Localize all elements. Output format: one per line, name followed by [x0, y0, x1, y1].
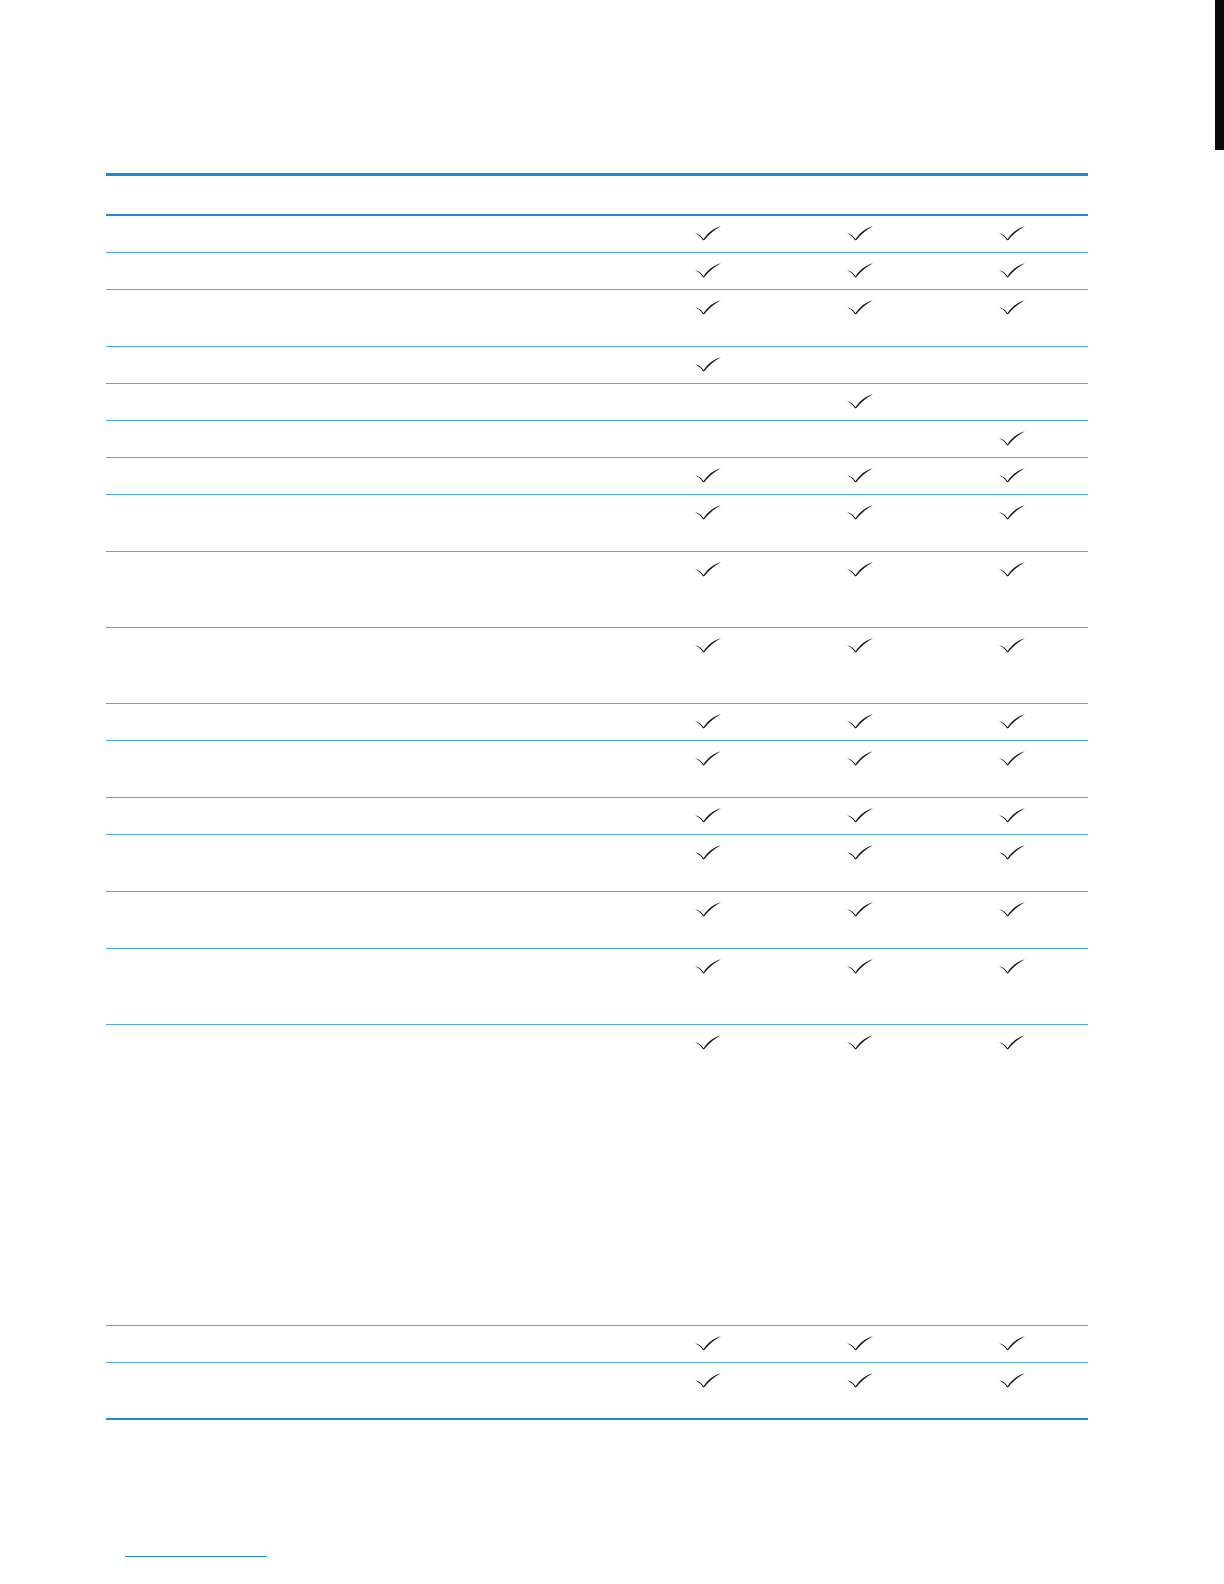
table-row [106, 495, 1088, 552]
checkmark-icon [998, 637, 1026, 653]
checkmark-icon [998, 958, 1026, 974]
table-row [106, 949, 1088, 1025]
checkmark-icon [846, 1372, 874, 1388]
checkmark-icon [998, 262, 1026, 278]
table-body [106, 216, 1088, 1420]
checkmark-icon [998, 430, 1026, 446]
checkmark-icon [998, 299, 1026, 315]
table-row [106, 552, 1088, 628]
checkmark-icon [694, 958, 722, 974]
table-row [106, 892, 1088, 949]
checkmark-icon [694, 844, 722, 860]
checkmark-icon [998, 1372, 1026, 1388]
checkmark-icon [694, 262, 722, 278]
table-row [106, 421, 1088, 458]
checkmark-icon [846, 299, 874, 315]
table-row [106, 835, 1088, 892]
table-row [106, 704, 1088, 741]
checkmark-icon [694, 637, 722, 653]
checkmark-icon [846, 713, 874, 729]
table-row [106, 216, 1088, 253]
checkmark-icon [694, 467, 722, 483]
table-row [106, 384, 1088, 421]
checkmark-icon [998, 807, 1026, 823]
checkmark-icon [846, 225, 874, 241]
checkmark-icon [694, 225, 722, 241]
checkmark-icon [694, 299, 722, 315]
checkmark-icon [694, 750, 722, 766]
checkmark-icon [846, 393, 874, 409]
checkmark-icon [846, 1335, 874, 1351]
checkmark-icon [998, 713, 1026, 729]
table-row [106, 1025, 1088, 1326]
checkmark-icon [846, 901, 874, 917]
checkmark-icon [998, 750, 1026, 766]
checkmark-icon [694, 1335, 722, 1351]
checkmark-icon [846, 958, 874, 974]
checkmark-icon [998, 901, 1026, 917]
checkmark-icon [846, 467, 874, 483]
checkmark-icon [846, 504, 874, 520]
checkmark-icon [846, 807, 874, 823]
table-row [106, 741, 1088, 798]
footer-link-underline[interactable] [125, 1556, 267, 1557]
table-row [106, 1363, 1088, 1420]
checkmark-icon [694, 713, 722, 729]
checkmark-icon [694, 901, 722, 917]
checkmark-icon [846, 1034, 874, 1050]
checkmark-icon [694, 1034, 722, 1050]
table-row [106, 290, 1088, 347]
checkmark-icon [998, 504, 1026, 520]
checkmark-icon [694, 1372, 722, 1388]
checkmark-icon [694, 356, 722, 372]
table-row [106, 628, 1088, 704]
checkmark-icon [846, 561, 874, 577]
checkmark-icon [846, 637, 874, 653]
page-edge-tab [1215, 0, 1224, 150]
table-row [106, 458, 1088, 495]
checkmark-icon [846, 750, 874, 766]
checkmark-icon [846, 262, 874, 278]
checkmark-icon [998, 561, 1026, 577]
checkmark-icon [998, 225, 1026, 241]
table-row [106, 253, 1088, 290]
checkmark-icon [998, 467, 1026, 483]
feature-comparison-table [106, 173, 1088, 1420]
table-header-row [106, 176, 1088, 216]
checkmark-icon [998, 1034, 1026, 1050]
checkmark-icon [998, 844, 1026, 860]
checkmark-icon [846, 844, 874, 860]
checkmark-icon [694, 807, 722, 823]
table-row [106, 347, 1088, 384]
table-row [106, 798, 1088, 835]
checkmark-icon [694, 561, 722, 577]
checkmark-icon [998, 1335, 1026, 1351]
table-row [106, 1326, 1088, 1363]
checkmark-icon [694, 504, 722, 520]
